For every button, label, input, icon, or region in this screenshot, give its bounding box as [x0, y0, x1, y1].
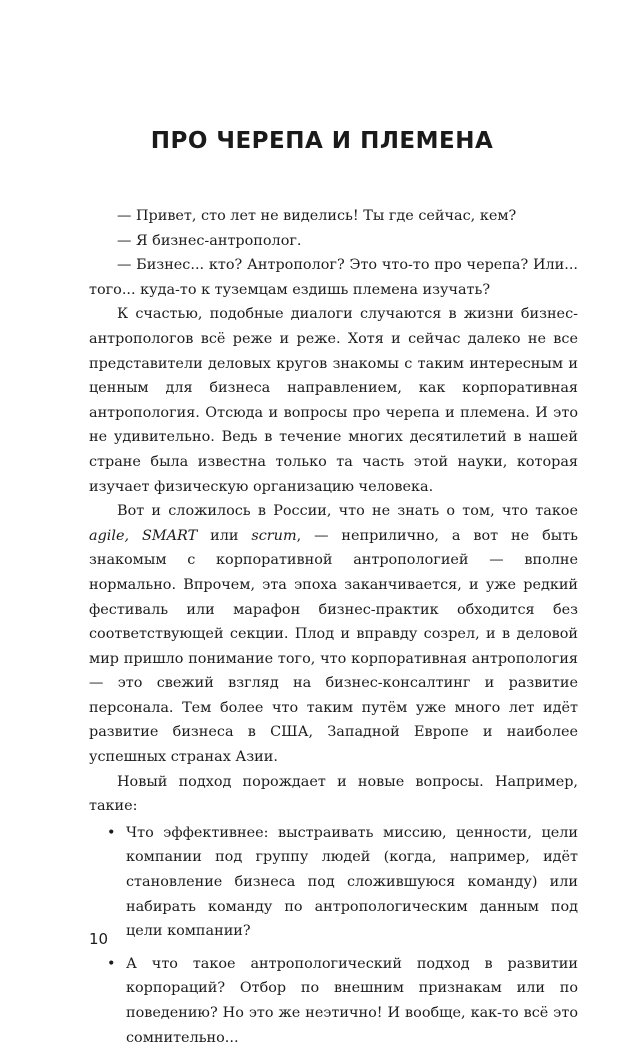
- bullet-item: [107, 952, 578, 1050]
- page-number: 10: [89, 930, 109, 948]
- dialogue-line: — Привет, сто лет не виделись! Ты где сейчас, кем?: [117, 208, 517, 224]
- bullet-icon: •: [107, 824, 116, 841]
- bullet-icon: •: [107, 955, 116, 972]
- dialogue-line: — Бизнес... кто? Антрополог? Это что-то про черепа? Или... того... куда-то к туземцам ездишь племена изучать?: [89, 257, 578, 298]
- term-agile-smart: agile, SMART: [89, 527, 198, 544]
- bullet-list: [89, 821, 578, 1050]
- paragraph-text: , — неприлично, а вот не быть знакомым с корпоративной антропологией — вполне нормально. Впрочем, эта эпоха заканчивается, и уже редкий фестиваль или марафон бизнес-практик обходится без соответствующей секции. Плод и вправду созрел, и в деловой мир пришло понимание того, что корпоративная антропология — это свежий взгляд на бизнес-консалтинг и развитие персонала. Тем более что таким путём уже много лет идёт развитие бизнеса в США, Западной Европе и наиболее успешных странах Азии.: [89, 527, 579, 766]
- body-text: [89, 204, 578, 1058]
- paragraph: [89, 499, 578, 770]
- paragraph: Новый подход порождает и новые вопросы. Например, такие:: [89, 773, 578, 815]
- dialogue-line: — Я бизнес-антрополог.: [117, 232, 302, 249]
- paragraph: К счастью, подобные диалоги случаются в жизни бизнес-антропологов всё реже и реже. Хотя и сейчас далеко не все представители деловых кругов знакомы с таким интересным и ценным для бизнеса направлением, как корпоративная антропология. Отсюда и вопросы про черепа и племена. И это не удивительно. Ведь в течение многих десятилетий в нашей стране была известна только та часть этой науки, которая изучает физическую организацию человека.: [89, 306, 578, 495]
- bullet-item: [107, 821, 578, 944]
- bullet-text: А что такое антропологический подход в развитии корпораций? Отбор по внешним признакам или по поведению? Но это же неэтично! И вообще, как-то всё это сомнительно...: [126, 955, 578, 1046]
- chapter-title: ПРО ЧЕРЕПА И ПЛЕМЕНА: [150, 128, 494, 154]
- paragraph-text: Вот и сложилось в России, что не знать о том, что такое: [117, 503, 578, 520]
- bullet-text: Что эффективнее: выстраивать миссию, ценности, цели компании под группу людей (когда, например, идёт становление бизнеса под сложившуюся команду) или набирать команду по антропологическим данным под цели компании?: [126, 824, 578, 940]
- paragraph-text: или: [197, 527, 252, 544]
- term-scrum: scrum: [251, 527, 297, 544]
